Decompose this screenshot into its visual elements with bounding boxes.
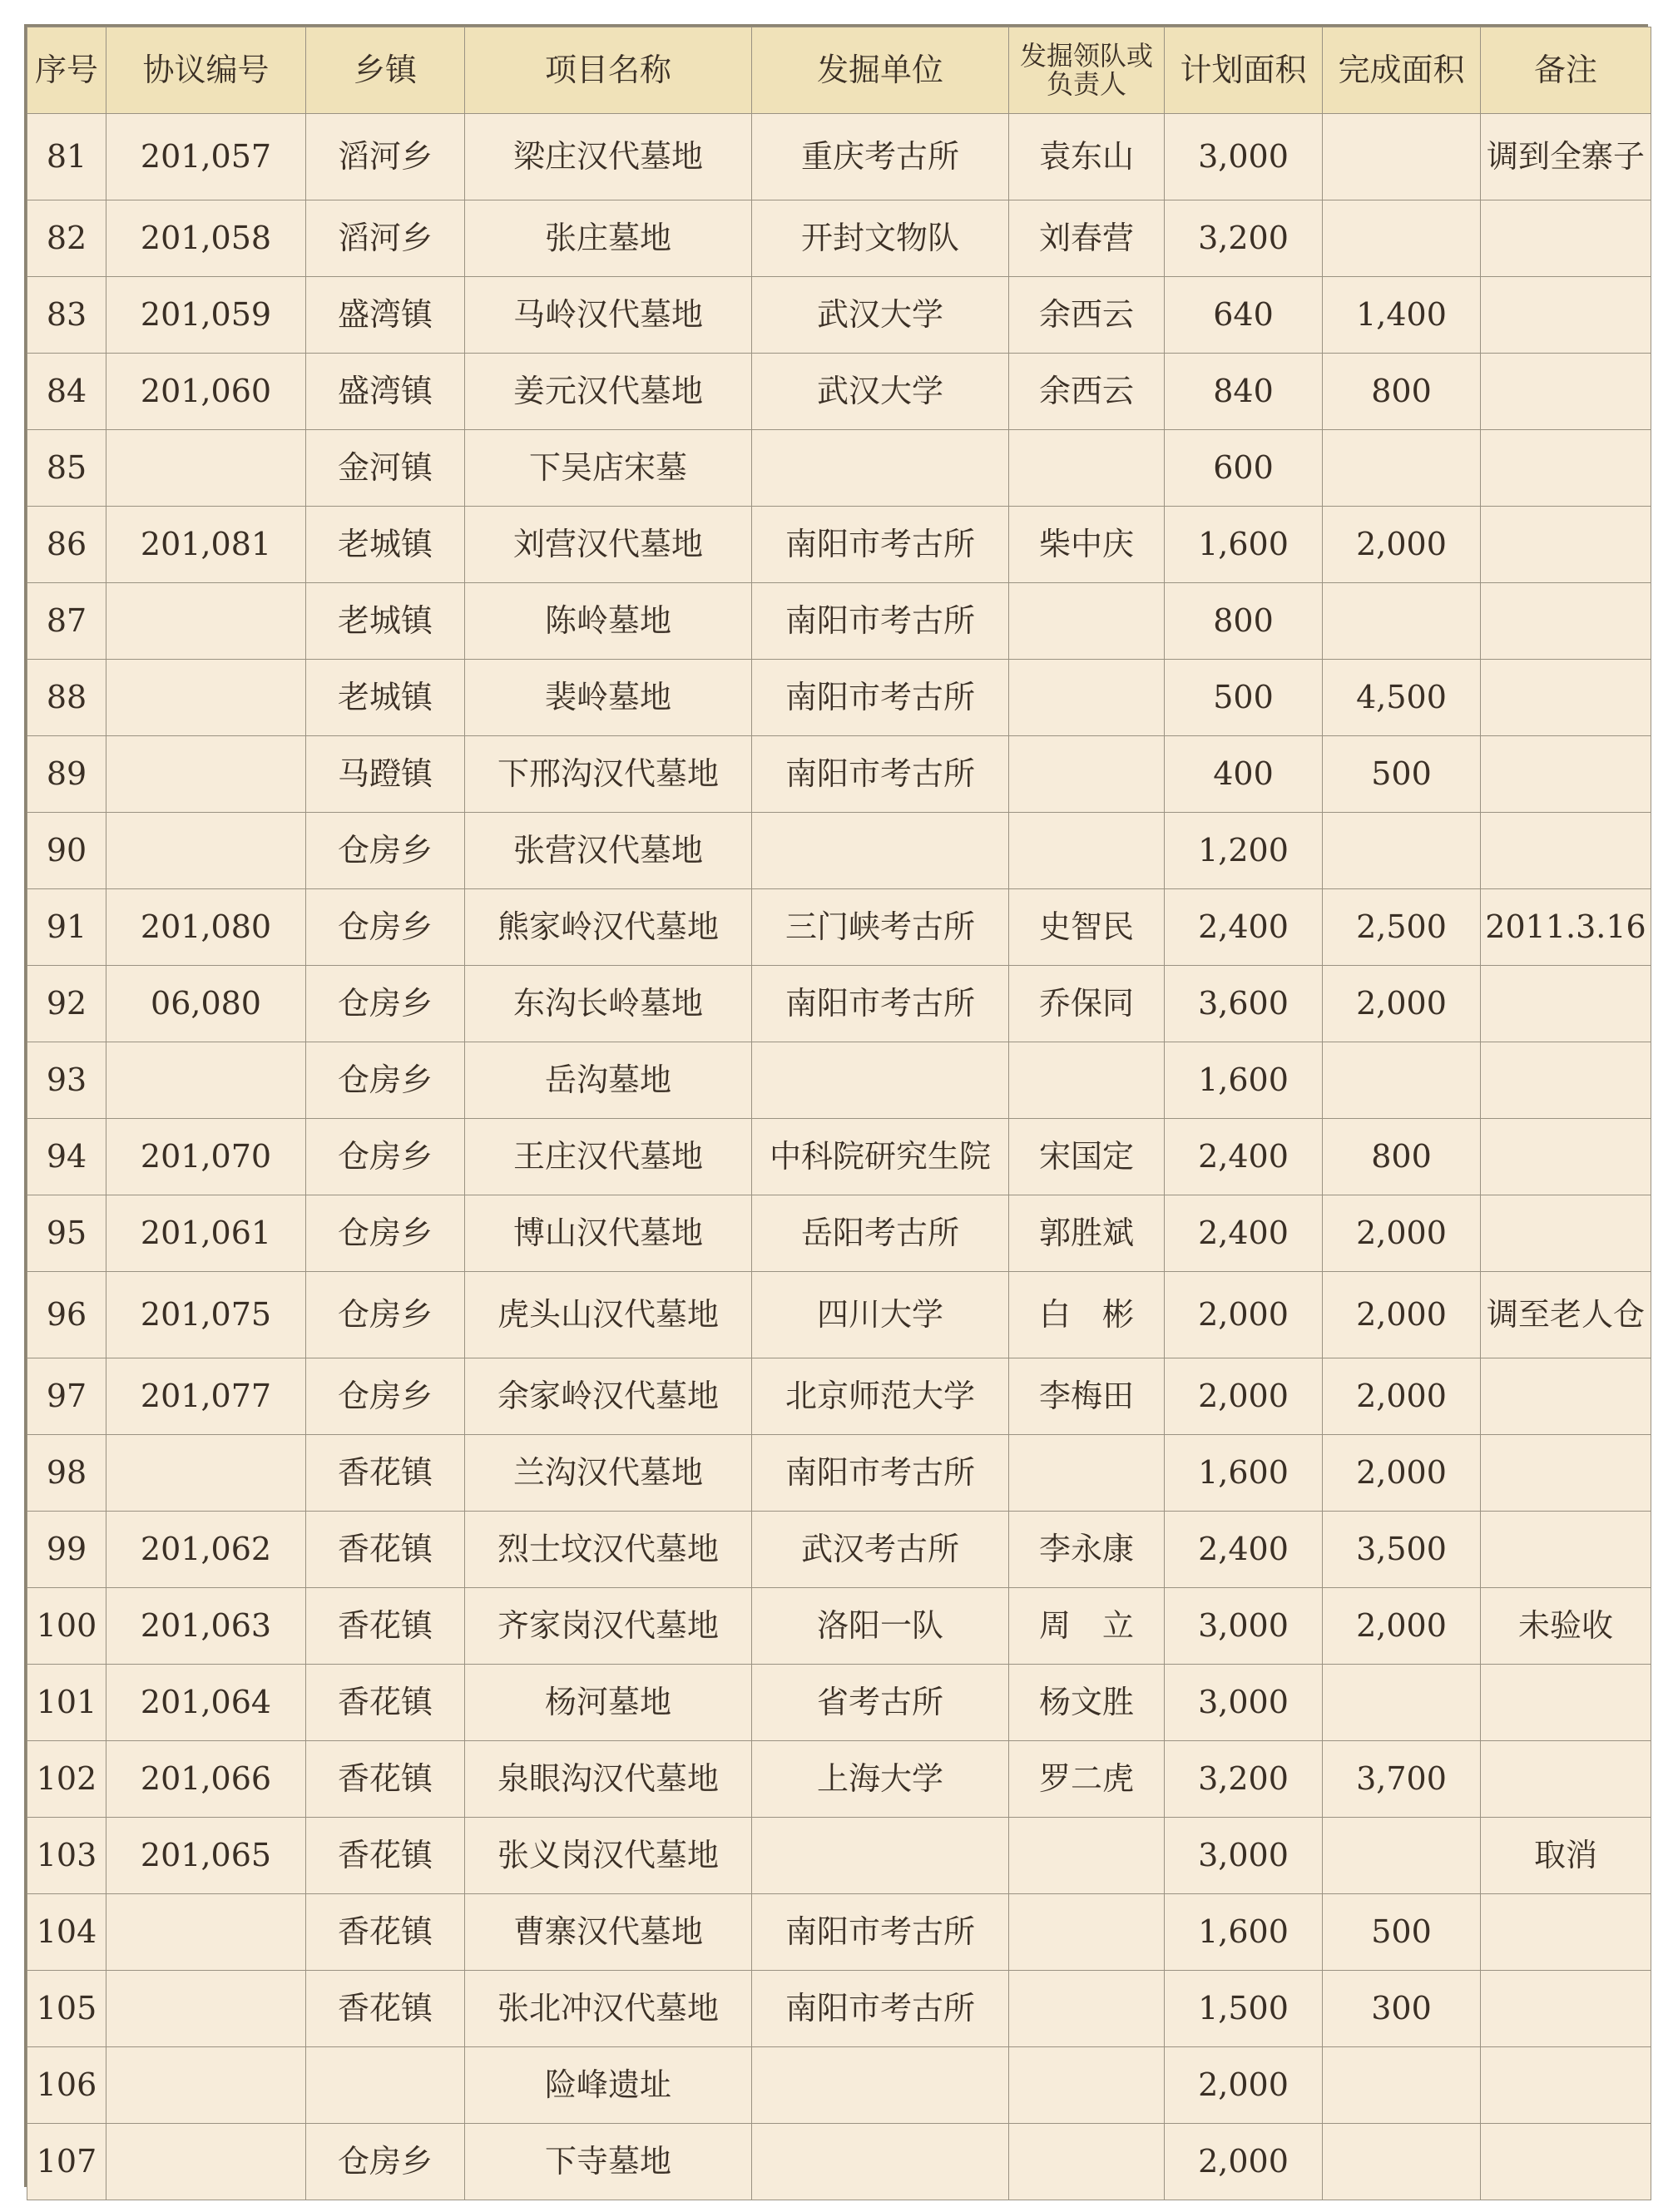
cell-leader [1009, 583, 1165, 660]
cell-leader: 余西云 [1009, 277, 1165, 354]
header-completed-area: 完成面积 [1323, 27, 1481, 114]
cell-project: 张营汉代墓地 [465, 813, 752, 889]
cell-town: 仓房乡 [306, 813, 465, 889]
cell-completed-area: 2,500 [1323, 889, 1481, 966]
cell-leader [1009, 1818, 1165, 1894]
cell-planned-area: 2,400 [1165, 1512, 1323, 1588]
cell-seq: 107 [27, 2124, 106, 2200]
cell-completed-area: 300 [1323, 1971, 1481, 2047]
cell-project: 刘营汉代墓地 [465, 507, 752, 583]
cell-excavator [752, 1042, 1009, 1119]
cell-leader [1009, 736, 1165, 813]
cell-completed-area [1323, 430, 1481, 507]
cell-seq: 99 [27, 1512, 106, 1588]
cell-agreement-no [106, 583, 306, 660]
excavation-table [27, 27, 1651, 2200]
cell-seq: 98 [27, 1435, 106, 1512]
cell-excavator: 省考古所 [752, 1665, 1009, 1741]
cell-agreement-no [106, 813, 306, 889]
cell-remarks [1481, 507, 1651, 583]
cell-town: 香花镇 [306, 1512, 465, 1588]
cell-project: 梁庄汉代墓地 [465, 114, 752, 200]
cell-completed-area: 2,000 [1323, 1588, 1481, 1665]
cell-project: 险峰遗址 [465, 2047, 752, 2124]
table-row [27, 1272, 1651, 1358]
cell-town: 仓房乡 [306, 2124, 465, 2200]
cell-leader: 余西云 [1009, 354, 1165, 430]
cell-agreement-no: 201,070 [106, 1119, 306, 1195]
cell-leader [1009, 2124, 1165, 2200]
table-body [27, 114, 1651, 2200]
cell-leader: 史智民 [1009, 889, 1165, 966]
cell-excavator: 洛阳一队 [752, 1588, 1009, 1665]
table-row [27, 813, 1651, 889]
cell-planned-area: 500 [1165, 660, 1323, 736]
table-row [27, 200, 1651, 277]
cell-remarks: 未验收 [1481, 1588, 1651, 1665]
cell-agreement-no [106, 660, 306, 736]
cell-excavator [752, 430, 1009, 507]
cell-remarks [1481, 966, 1651, 1042]
cell-seq: 97 [27, 1358, 106, 1435]
cell-remarks [1481, 2124, 1651, 2200]
cell-planned-area: 2,400 [1165, 1195, 1323, 1272]
cell-remarks [1481, 1512, 1651, 1588]
table-row [27, 1971, 1651, 2047]
cell-completed-area [1323, 114, 1481, 200]
cell-planned-area: 1,600 [1165, 1894, 1323, 1971]
cell-agreement-no: 201,061 [106, 1195, 306, 1272]
cell-excavator: 武汉大学 [752, 277, 1009, 354]
cell-planned-area: 3,000 [1165, 114, 1323, 200]
cell-excavator: 南阳市考古所 [752, 660, 1009, 736]
cell-remarks [1481, 430, 1651, 507]
cell-completed-area: 2,000 [1323, 1195, 1481, 1272]
cell-town: 仓房乡 [306, 1272, 465, 1358]
cell-town: 仓房乡 [306, 889, 465, 966]
cell-remarks [1481, 1435, 1651, 1512]
cell-excavator: 武汉大学 [752, 354, 1009, 430]
cell-completed-area: 2,000 [1323, 1435, 1481, 1512]
cell-seq: 90 [27, 813, 106, 889]
cell-town: 香花镇 [306, 1435, 465, 1512]
table-row [27, 1588, 1651, 1665]
cell-seq: 101 [27, 1665, 106, 1741]
cell-planned-area: 3,000 [1165, 1665, 1323, 1741]
cell-completed-area [1323, 1042, 1481, 1119]
cell-seq: 87 [27, 583, 106, 660]
header-planned-area: 计划面积 [1165, 27, 1323, 114]
cell-town: 仓房乡 [306, 1195, 465, 1272]
cell-project: 烈士坟汉代墓地 [465, 1512, 752, 1588]
header-project: 项目名称 [465, 27, 752, 114]
cell-completed-area [1323, 2047, 1481, 2124]
table-row [27, 583, 1651, 660]
cell-project: 王庄汉代墓地 [465, 1119, 752, 1195]
cell-project: 下邢沟汉代墓地 [465, 736, 752, 813]
cell-planned-area: 800 [1165, 583, 1323, 660]
cell-agreement-no: 201,060 [106, 354, 306, 430]
cell-excavator: 武汉考古所 [752, 1512, 1009, 1588]
cell-agreement-no [106, 1435, 306, 1512]
cell-excavator: 岳阳考古所 [752, 1195, 1009, 1272]
cell-leader [1009, 2047, 1165, 2124]
cell-town: 仓房乡 [306, 1358, 465, 1435]
cell-excavator: 南阳市考古所 [752, 736, 1009, 813]
cell-agreement-no: 201,075 [106, 1272, 306, 1358]
header-leader: 发掘领队或负责人 [1009, 27, 1165, 114]
cell-remarks [1481, 813, 1651, 889]
cell-project: 马岭汉代墓地 [465, 277, 752, 354]
cell-planned-area: 600 [1165, 430, 1323, 507]
cell-planned-area: 840 [1165, 354, 1323, 430]
cell-completed-area: 3,700 [1323, 1741, 1481, 1818]
table-row [27, 2124, 1651, 2200]
cell-project: 下吴店宋墓 [465, 430, 752, 507]
cell-excavator: 三门峡考古所 [752, 889, 1009, 966]
cell-remarks [1481, 1195, 1651, 1272]
header-agreement-no: 协议编号 [106, 27, 306, 114]
table-row [27, 1665, 1651, 1741]
cell-town: 老城镇 [306, 660, 465, 736]
cell-completed-area: 1,400 [1323, 277, 1481, 354]
cell-seq: 91 [27, 889, 106, 966]
cell-agreement-no [106, 736, 306, 813]
cell-completed-area [1323, 2124, 1481, 2200]
cell-remarks: 调到全寨子 [1481, 114, 1651, 200]
cell-completed-area: 500 [1323, 1894, 1481, 1971]
cell-planned-area: 2,400 [1165, 1119, 1323, 1195]
header-row [27, 27, 1651, 114]
cell-agreement-no: 201,063 [106, 1588, 306, 1665]
cell-seq: 93 [27, 1042, 106, 1119]
cell-agreement-no: 201,058 [106, 200, 306, 277]
cell-remarks [1481, 660, 1651, 736]
cell-project: 张庄墓地 [465, 200, 752, 277]
header-seq: 序号 [27, 27, 106, 114]
cell-seq: 103 [27, 1818, 106, 1894]
cell-leader [1009, 1042, 1165, 1119]
cell-excavator [752, 2124, 1009, 2200]
cell-town: 香花镇 [306, 1588, 465, 1665]
cell-leader: 周 立 [1009, 1588, 1165, 1665]
cell-excavator: 开封文物队 [752, 200, 1009, 277]
cell-town: 仓房乡 [306, 1119, 465, 1195]
cell-planned-area: 1,500 [1165, 1971, 1323, 2047]
cell-seq: 106 [27, 2047, 106, 2124]
cell-leader: 袁东山 [1009, 114, 1165, 200]
cell-agreement-no [106, 2124, 306, 2200]
cell-leader: 李永康 [1009, 1512, 1165, 1588]
cell-seq: 85 [27, 430, 106, 507]
table-row [27, 2047, 1651, 2124]
cell-completed-area: 2,000 [1323, 966, 1481, 1042]
table-header [27, 27, 1651, 114]
cell-excavator [752, 2047, 1009, 2124]
cell-excavator [752, 1818, 1009, 1894]
table-row [27, 1042, 1651, 1119]
cell-leader: 李梅田 [1009, 1358, 1165, 1435]
cell-planned-area: 2,000 [1165, 1272, 1323, 1358]
cell-project: 张北冲汉代墓地 [465, 1971, 752, 2047]
cell-project: 裴岭墓地 [465, 660, 752, 736]
cell-planned-area: 2,000 [1165, 1358, 1323, 1435]
cell-remarks [1481, 1971, 1651, 2047]
cell-town: 香花镇 [306, 1741, 465, 1818]
cell-completed-area: 3,500 [1323, 1512, 1481, 1588]
cell-completed-area [1323, 200, 1481, 277]
cell-seq: 100 [27, 1588, 106, 1665]
cell-excavator: 中科院研究生院 [752, 1119, 1009, 1195]
table-row [27, 354, 1651, 430]
cell-completed-area: 2,000 [1323, 1358, 1481, 1435]
cell-project: 张义岗汉代墓地 [465, 1818, 752, 1894]
cell-project: 泉眼沟汉代墓地 [465, 1741, 752, 1818]
cell-remarks: 调至老人仓 [1481, 1272, 1651, 1358]
cell-leader: 宋国定 [1009, 1119, 1165, 1195]
cell-agreement-no: 201,065 [106, 1818, 306, 1894]
cell-planned-area: 3,600 [1165, 966, 1323, 1042]
cell-agreement-no: 201,062 [106, 1512, 306, 1588]
cell-completed-area: 500 [1323, 736, 1481, 813]
cell-seq: 88 [27, 660, 106, 736]
cell-remarks: 取消 [1481, 1818, 1651, 1894]
cell-leader: 郭胜斌 [1009, 1195, 1165, 1272]
cell-leader: 罗二虎 [1009, 1741, 1165, 1818]
cell-agreement-no: 201,080 [106, 889, 306, 966]
cell-planned-area: 3,000 [1165, 1588, 1323, 1665]
cell-planned-area: 2,400 [1165, 889, 1323, 966]
cell-completed-area [1323, 1818, 1481, 1894]
cell-seq: 86 [27, 507, 106, 583]
cell-leader [1009, 660, 1165, 736]
table-row [27, 889, 1651, 966]
cell-town: 香花镇 [306, 1894, 465, 1971]
table-row [27, 1119, 1651, 1195]
cell-remarks [1481, 1894, 1651, 1971]
cell-completed-area: 2,000 [1323, 1272, 1481, 1358]
cell-town: 老城镇 [306, 507, 465, 583]
cell-project: 陈岭墓地 [465, 583, 752, 660]
cell-planned-area: 3,200 [1165, 200, 1323, 277]
cell-agreement-no [106, 2047, 306, 2124]
table-row [27, 430, 1651, 507]
table-row [27, 736, 1651, 813]
cell-seq: 95 [27, 1195, 106, 1272]
cell-town: 香花镇 [306, 1971, 465, 2047]
cell-completed-area: 800 [1323, 354, 1481, 430]
cell-project: 岳沟墓地 [465, 1042, 752, 1119]
cell-completed-area: 4,500 [1323, 660, 1481, 736]
header-excavator: 发掘单位 [752, 27, 1009, 114]
cell-excavator: 南阳市考古所 [752, 583, 1009, 660]
cell-project: 博山汉代墓地 [465, 1195, 752, 1272]
cell-remarks [1481, 1119, 1651, 1195]
cell-project: 杨河墓地 [465, 1665, 752, 1741]
cell-planned-area: 3,200 [1165, 1741, 1323, 1818]
cell-leader [1009, 430, 1165, 507]
table-row [27, 1195, 1651, 1272]
cell-planned-area: 1,600 [1165, 1042, 1323, 1119]
cell-planned-area: 1,600 [1165, 1435, 1323, 1512]
cell-leader: 白 彬 [1009, 1272, 1165, 1358]
cell-agreement-no [106, 430, 306, 507]
excavation-table-container [24, 24, 1648, 2187]
cell-agreement-no: 06,080 [106, 966, 306, 1042]
cell-town: 老城镇 [306, 583, 465, 660]
table-row [27, 660, 1651, 736]
cell-remarks [1481, 1665, 1651, 1741]
cell-excavator: 南阳市考古所 [752, 1971, 1009, 2047]
cell-town: 仓房乡 [306, 966, 465, 1042]
cell-excavator: 上海大学 [752, 1741, 1009, 1818]
cell-remarks [1481, 1741, 1651, 1818]
cell-agreement-no: 201,059 [106, 277, 306, 354]
cell-completed-area [1323, 583, 1481, 660]
cell-excavator [752, 813, 1009, 889]
cell-town: 香花镇 [306, 1665, 465, 1741]
cell-town: 马蹬镇 [306, 736, 465, 813]
cell-town: 盛湾镇 [306, 354, 465, 430]
table-row [27, 1512, 1651, 1588]
cell-remarks [1481, 1358, 1651, 1435]
cell-town: 仓房乡 [306, 1042, 465, 1119]
cell-town: 滔河乡 [306, 114, 465, 200]
cell-excavator: 南阳市考古所 [752, 1894, 1009, 1971]
cell-leader: 杨文胜 [1009, 1665, 1165, 1741]
cell-agreement-no: 201,077 [106, 1358, 306, 1435]
cell-leader: 柴中庆 [1009, 507, 1165, 583]
cell-project: 曹寨汉代墓地 [465, 1894, 752, 1971]
cell-project: 姜元汉代墓地 [465, 354, 752, 430]
table-row [27, 277, 1651, 354]
cell-agreement-no: 201,064 [106, 1665, 306, 1741]
table-row [27, 1818, 1651, 1894]
cell-remarks [1481, 583, 1651, 660]
cell-completed-area [1323, 1665, 1481, 1741]
cell-planned-area: 640 [1165, 277, 1323, 354]
cell-leader [1009, 1894, 1165, 1971]
cell-agreement-no: 201,081 [106, 507, 306, 583]
cell-leader: 乔保同 [1009, 966, 1165, 1042]
cell-seq: 84 [27, 354, 106, 430]
cell-remarks: 2011.3.16 [1481, 889, 1651, 966]
cell-planned-area: 400 [1165, 736, 1323, 813]
cell-leader [1009, 1435, 1165, 1512]
cell-town [306, 2047, 465, 2124]
cell-seq: 81 [27, 114, 106, 200]
cell-remarks [1481, 1042, 1651, 1119]
cell-excavator: 重庆考古所 [752, 114, 1009, 200]
cell-project: 下寺墓地 [465, 2124, 752, 2200]
cell-project: 兰沟汉代墓地 [465, 1435, 752, 1512]
cell-town: 盛湾镇 [306, 277, 465, 354]
cell-agreement-no: 201,057 [106, 114, 306, 200]
cell-seq: 104 [27, 1894, 106, 1971]
cell-seq: 94 [27, 1119, 106, 1195]
table-row [27, 966, 1651, 1042]
cell-excavator: 南阳市考古所 [752, 507, 1009, 583]
cell-remarks [1481, 277, 1651, 354]
cell-project: 齐家岗汉代墓地 [465, 1588, 752, 1665]
cell-leader [1009, 813, 1165, 889]
cell-planned-area: 2,000 [1165, 2124, 1323, 2200]
cell-remarks [1481, 200, 1651, 277]
cell-completed-area: 2,000 [1323, 507, 1481, 583]
cell-seq: 83 [27, 277, 106, 354]
cell-excavator: 南阳市考古所 [752, 1435, 1009, 1512]
cell-seq: 92 [27, 966, 106, 1042]
cell-town: 滔河乡 [306, 200, 465, 277]
cell-planned-area: 3,000 [1165, 1818, 1323, 1894]
header-remarks: 备注 [1481, 27, 1651, 114]
cell-town: 香花镇 [306, 1818, 465, 1894]
cell-remarks [1481, 354, 1651, 430]
cell-leader: 刘春营 [1009, 200, 1165, 277]
cell-excavator: 北京师范大学 [752, 1358, 1009, 1435]
table-row [27, 114, 1651, 200]
cell-project: 东沟长岭墓地 [465, 966, 752, 1042]
cell-planned-area: 1,200 [1165, 813, 1323, 889]
cell-leader [1009, 1971, 1165, 2047]
cell-completed-area: 800 [1323, 1119, 1481, 1195]
cell-agreement-no [106, 1971, 306, 2047]
cell-agreement-no: 201,066 [106, 1741, 306, 1818]
cell-project: 熊家岭汉代墓地 [465, 889, 752, 966]
cell-seq: 82 [27, 200, 106, 277]
cell-excavator: 南阳市考古所 [752, 966, 1009, 1042]
cell-project: 虎头山汉代墓地 [465, 1272, 752, 1358]
cell-excavator: 四川大学 [752, 1272, 1009, 1358]
cell-planned-area: 1,600 [1165, 507, 1323, 583]
cell-agreement-no [106, 1894, 306, 1971]
cell-planned-area: 2,000 [1165, 2047, 1323, 2124]
table-row [27, 1435, 1651, 1512]
cell-seq: 89 [27, 736, 106, 813]
cell-project: 余家岭汉代墓地 [465, 1358, 752, 1435]
table-row [27, 1894, 1651, 1971]
cell-agreement-no [106, 1042, 306, 1119]
cell-seq: 105 [27, 1971, 106, 2047]
cell-remarks [1481, 736, 1651, 813]
table-row [27, 507, 1651, 583]
table-row [27, 1741, 1651, 1818]
cell-completed-area [1323, 813, 1481, 889]
cell-seq: 96 [27, 1272, 106, 1358]
cell-remarks [1481, 2047, 1651, 2124]
cell-town: 金河镇 [306, 430, 465, 507]
table-row [27, 1358, 1651, 1435]
cell-seq: 102 [27, 1741, 106, 1818]
header-town: 乡镇 [306, 27, 465, 114]
